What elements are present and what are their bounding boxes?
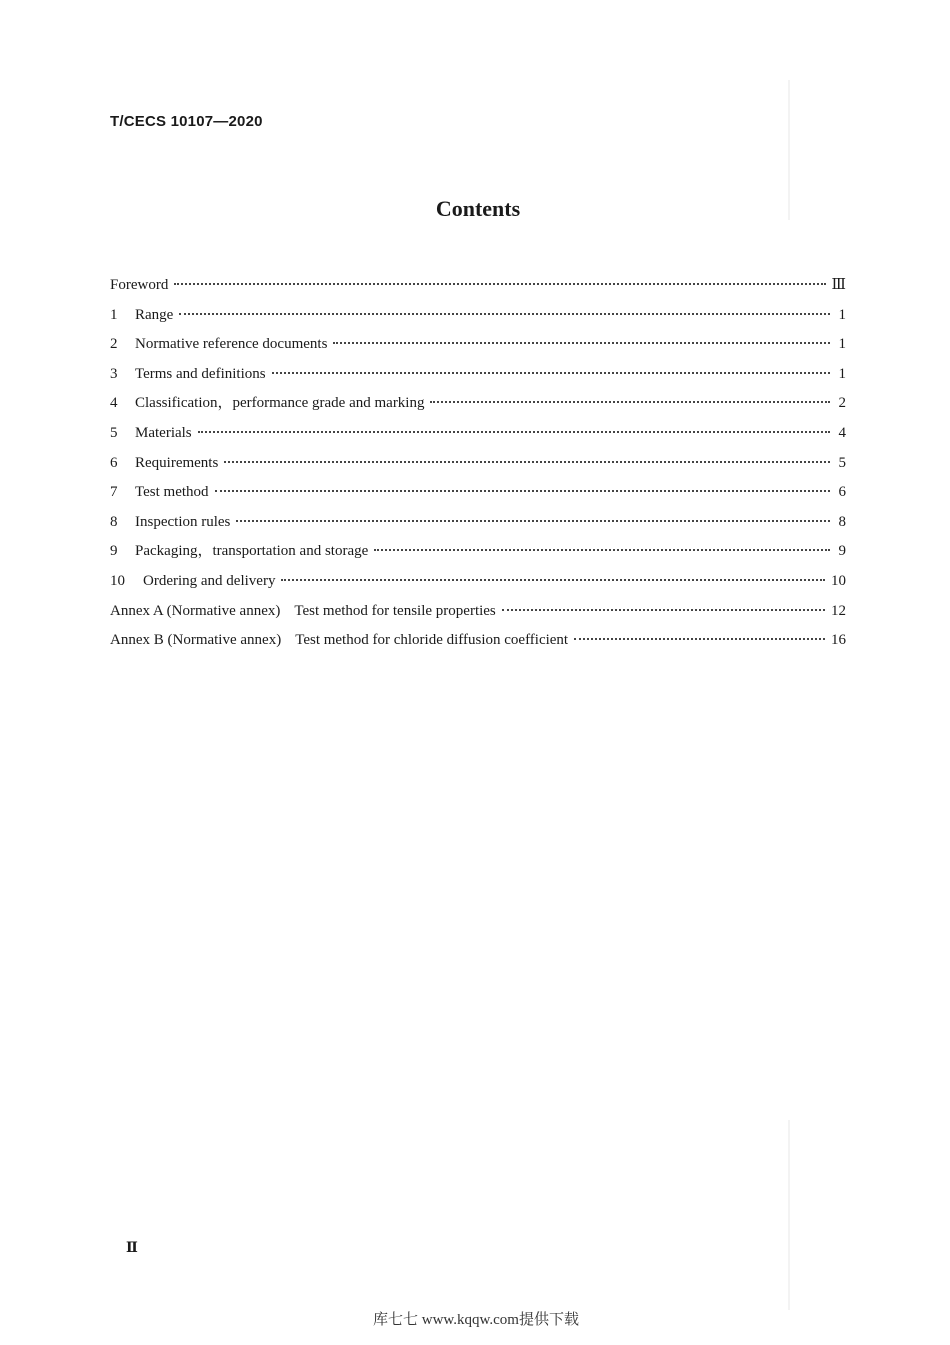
toc-entry-label: Foreword xyxy=(110,277,169,293)
toc-entry-page: 16 xyxy=(831,632,846,649)
toc-entry-number: 9 xyxy=(110,543,118,560)
toc-entry-number: 1 xyxy=(110,306,118,323)
toc-entry-page: 4 xyxy=(838,424,846,441)
toc-entry-number: 4 xyxy=(110,395,118,412)
toc-entry-label: Normative reference documents xyxy=(135,336,328,353)
standard-code: T/CECS 10107—2020 xyxy=(110,113,263,130)
toc-entry-label: Terms and definitions xyxy=(135,365,266,382)
toc-entry-label: Inspection rules xyxy=(135,513,231,530)
toc-annex-label: Annex A (Normative annex) xyxy=(110,602,281,619)
toc-entry-page: 12 xyxy=(831,602,846,619)
page-number: Ⅱ xyxy=(126,1241,138,1256)
toc-entry-number: 10 xyxy=(110,572,125,589)
toc-entry-page: 6 xyxy=(838,484,846,501)
toc-entry-label xyxy=(110,603,496,620)
toc-entry-number: 3 xyxy=(110,365,118,382)
toc-entry-page: 5 xyxy=(838,454,846,471)
toc-entry-label: Requirements xyxy=(135,454,219,471)
toc-leader-dots xyxy=(574,624,825,640)
scan-edge-shade xyxy=(788,1120,790,1310)
toc-entry-number: 2 xyxy=(110,336,118,353)
toc-entry-page: 1 xyxy=(838,306,846,323)
toc-leader-dots xyxy=(198,417,830,433)
toc-entry-label: Range xyxy=(135,306,174,323)
toc-entry-page: 8 xyxy=(838,513,846,530)
toc-annex-label: Annex B (Normative annex) xyxy=(110,632,282,649)
toc-entry-label xyxy=(110,632,568,649)
toc-leader-dots xyxy=(502,595,825,611)
toc-entry-number: 7 xyxy=(110,484,118,501)
toc-entry-label: Packaging，transportation and storage xyxy=(135,543,369,560)
toc-entry-label: Materials xyxy=(135,424,192,441)
toc-entry-page: 1 xyxy=(838,336,846,353)
toc-entry-page: 10 xyxy=(831,572,846,589)
toc-annex-title: Test method for chloride diffusion coefficient xyxy=(295,632,569,649)
toc-annex-title: Test method for tensile properties xyxy=(294,602,496,619)
toc-entry-label: Classification，performance grade and marking xyxy=(135,395,425,412)
toc-leader-dots xyxy=(215,476,830,492)
toc-leader-dots xyxy=(224,447,830,463)
download-watermark: 库七七 www.kqqw.com提供下载 xyxy=(373,1312,579,1328)
toc-entry-page: 1 xyxy=(838,365,846,382)
toc-leader-dots xyxy=(179,299,830,315)
toc-entry-label: Ordering and delivery xyxy=(143,572,276,589)
toc-leader-dots xyxy=(333,328,830,344)
toc-entry-label: Test method xyxy=(135,484,209,501)
toc-entry-number: 8 xyxy=(110,513,118,530)
toc-entry-annex-b[interactable] xyxy=(110,628,846,658)
toc-entry-page: 2 xyxy=(838,395,846,412)
table-of-contents xyxy=(110,273,846,658)
toc-entry-page: 9 xyxy=(838,543,846,560)
toc-leader-dots xyxy=(374,535,830,551)
toc-leader-dots xyxy=(430,387,830,403)
toc-leader-dots xyxy=(272,358,830,374)
toc-entry-page: Ⅲ xyxy=(831,277,846,293)
toc-leader-dots xyxy=(236,506,830,522)
toc-entry-number: 6 xyxy=(110,454,118,471)
toc-leader-dots xyxy=(281,565,825,581)
page-title: Contents xyxy=(435,196,521,221)
toc-leader-dots xyxy=(174,269,825,285)
toc-entry-number: 5 xyxy=(110,424,118,441)
